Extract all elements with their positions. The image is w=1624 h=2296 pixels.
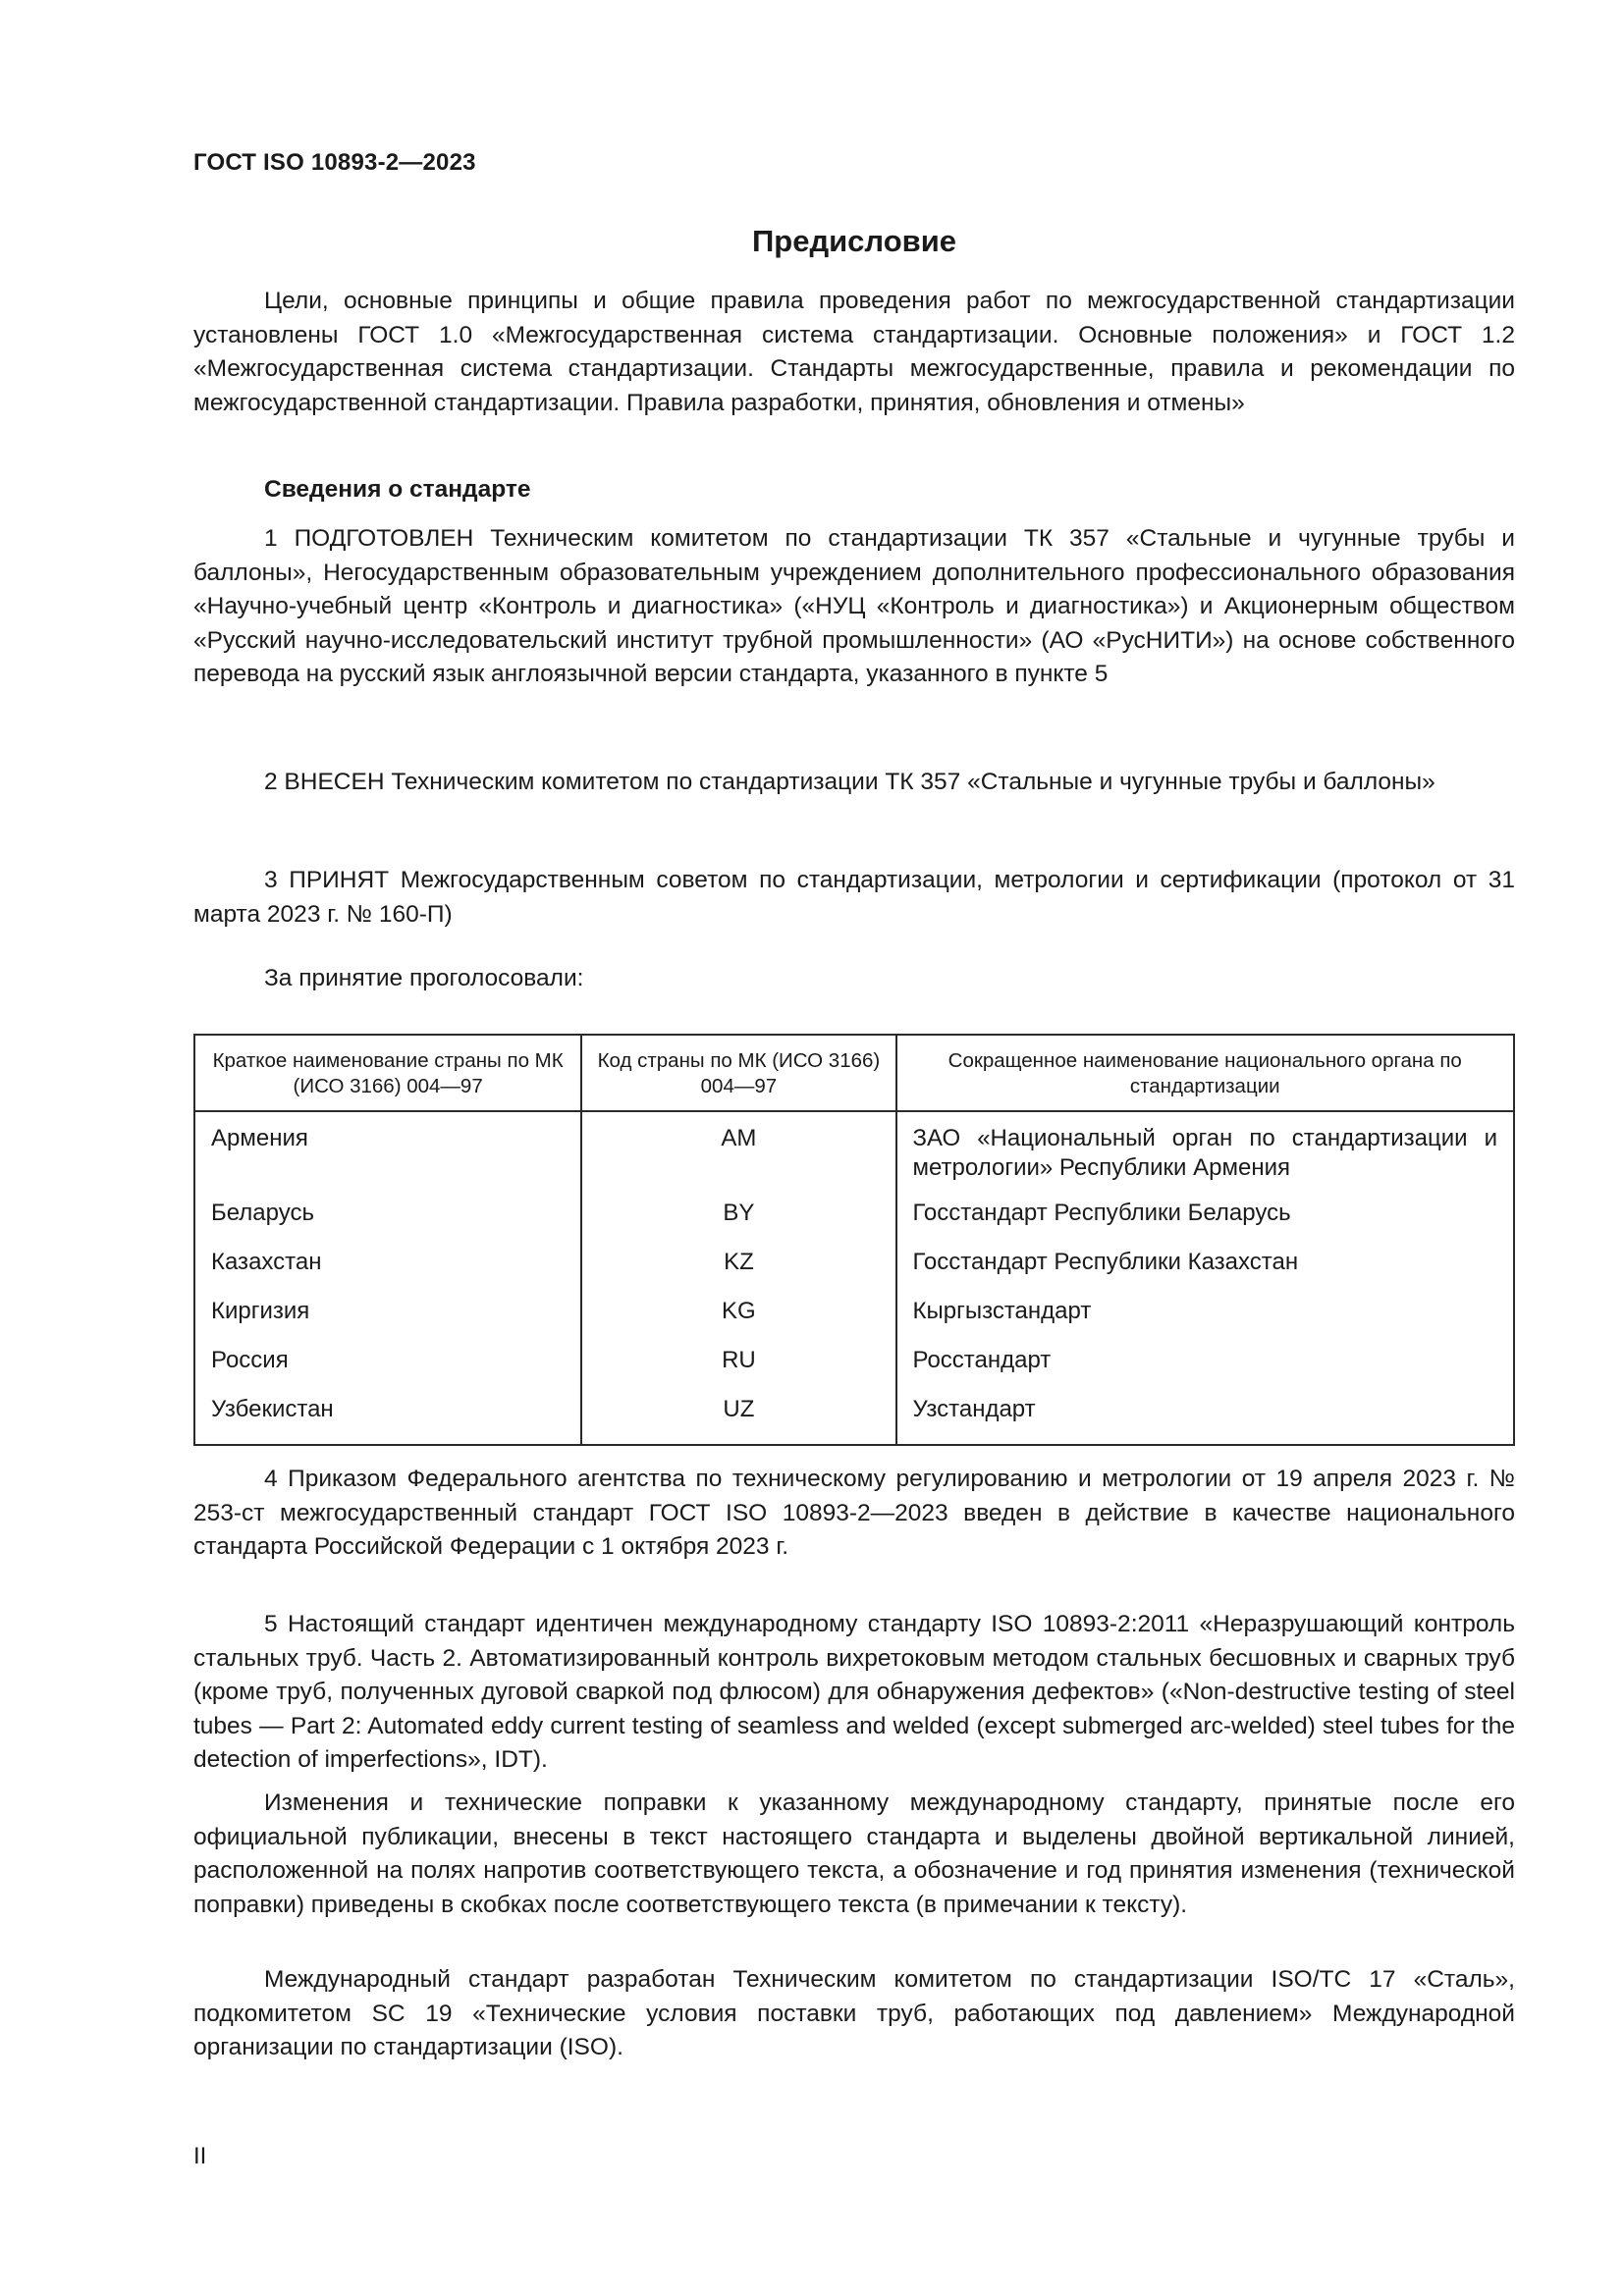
page-number: II xyxy=(193,2143,207,2169)
section-heading: Сведения о стандарте xyxy=(264,476,531,503)
cell-country: Беларусь xyxy=(194,1195,581,1244)
header-code: Код страны по МК (ИСО 3166) 004—97 xyxy=(581,1035,895,1111)
cell-country: Киргизия xyxy=(194,1293,581,1342)
cell-country: Узбекистан xyxy=(194,1391,581,1445)
cell-code: KZ xyxy=(581,1244,895,1293)
cell-country: Казахстан xyxy=(194,1244,581,1293)
cell-code: KG xyxy=(581,1293,895,1342)
table-row xyxy=(194,1244,1514,1293)
vote-intro: За принятие проголосовали: xyxy=(264,965,584,991)
header-org: Сокращенное наименование национального органа по стандартизации xyxy=(896,1035,1515,1111)
cell-country: Россия xyxy=(194,1342,581,1391)
cell-code: AM xyxy=(581,1111,895,1195)
table-row xyxy=(194,1391,1514,1445)
cell-code: RU xyxy=(581,1342,895,1391)
table-row xyxy=(194,1293,1514,1342)
table-row xyxy=(194,1342,1514,1391)
item-5-developer-paragraph: Международный стандарт разработан Техническим комитетом по стандартизации ISO/TC 17 «Сталь», подкомитетом SC 19 «Технические условия поставки труб, работающих под давлением» Международной организации по стандартизации (ISO). xyxy=(193,1966,1515,2060)
item-5-paragraph: 5 Настоящий стандарт идентичен международному стандарту ISO 10893-2:2011 «Неразрушающий контроль стальных труб. Часть 2. Автоматизированный контроль вихретоковым методом стальных бесшовных и сварных труб (кроме труб, полученных дуговой сваркой под флюсом) для обнаружения дефектов» («Non-destructive testing of steel tubes — Part 2: Automated eddy current testing of seamless and welded (except submerged arc-welded) steel tubes for the detection of imperfections», IDT). xyxy=(193,1611,1515,1773)
cell-country: Армения xyxy=(194,1111,581,1195)
cell-code: UZ xyxy=(581,1391,895,1445)
item-5-amendments-paragraph: Изменения и технические поправки к указанному международному стандарту, принятые после его официальной публикации, внесены в текст настоящего стандарта и выделены двойной вертикальной линией, расположенной на полях напротив соответствующего текста, а обозначение и год принятия изменения (технической поправки) приведены в скобках после соответствующего текста (в примечании к тексту). xyxy=(193,1789,1515,1918)
cell-org: Кыргызстандарт xyxy=(896,1293,1515,1342)
document-code: ГОСТ ISO 10893-2—2023 xyxy=(193,149,476,176)
item-2-paragraph: 2 ВНЕСЕН Техническим комитетом по стандартизации ТК 357 «Стальные и чугунные трубы и баллоны» xyxy=(264,769,1435,795)
item-3-paragraph: 3 ПРИНЯТ Межгосударственным советом по стандартизации, метрологии и сертификации (протокол от 31 марта 2023 г. № 160-П) xyxy=(193,867,1515,928)
header-country: Краткое наименование страны по МК (ИСО 3166) 004—97 xyxy=(194,1035,581,1111)
cell-org: Узстандарт xyxy=(896,1391,1515,1445)
cell-org: Госстандарт Республики Казахстан xyxy=(896,1244,1515,1293)
cell-org: Госстандарт Республики Беларусь xyxy=(896,1195,1515,1244)
table-row xyxy=(194,1195,1514,1244)
item-4-paragraph: 4 Приказом Федерального агентства по техническому регулированию и метрологии от 19 апреля 2023 г. № 253-ст межгосударственный стандарт ГОСТ ISO 10893-2—2023 введен в действие в качестве национального стандарта Российской Федерации с 1 октября 2023 г. xyxy=(193,1466,1515,1560)
table-header-row xyxy=(194,1035,1514,1111)
item-1-paragraph: 1 ПОДГОТОВЛЕН Техническим комитетом по стандартизации ТК 357 «Стальные и чугунные трубы и баллоны», Негосударственным образовательным учреждением дополнительного профессионального образования «Научно-учебный центр «Контроль и диагностика» («НУЦ «Контроль и диагностика») и Акционерным обществом «Русский научно-исследовательский институт трубной промышленности» (АО «РусНИТИ») на основе собственного перевода на русский язык англоязычной версии стандарта, указанного в пункте 5 xyxy=(193,525,1515,687)
document-page xyxy=(193,0,1515,2296)
cell-org: ЗАО «Национальный орган по стандартизации и метрологии» Республики Армения xyxy=(896,1111,1515,1195)
table-row xyxy=(194,1111,1514,1195)
page-title: Предисловие xyxy=(751,224,956,258)
voting-table xyxy=(193,1034,1515,1446)
cell-org: Росстандарт xyxy=(896,1342,1515,1391)
intro-paragraph: Цели, основные принципы и общие правила проведения работ по межгосударственной стандартизации установлены ГОСТ 1.0 «Межгосударственная система стандартизации. Основные положения» и ГОСТ 1.2 «Межгосударственная система стандартизации. Стандарты межгосударственные, правила и рекомендации по межгосударственной стандартизации. Правила разработки, принятия, обновления и отмены» xyxy=(193,288,1515,416)
cell-code: BY xyxy=(581,1195,895,1244)
